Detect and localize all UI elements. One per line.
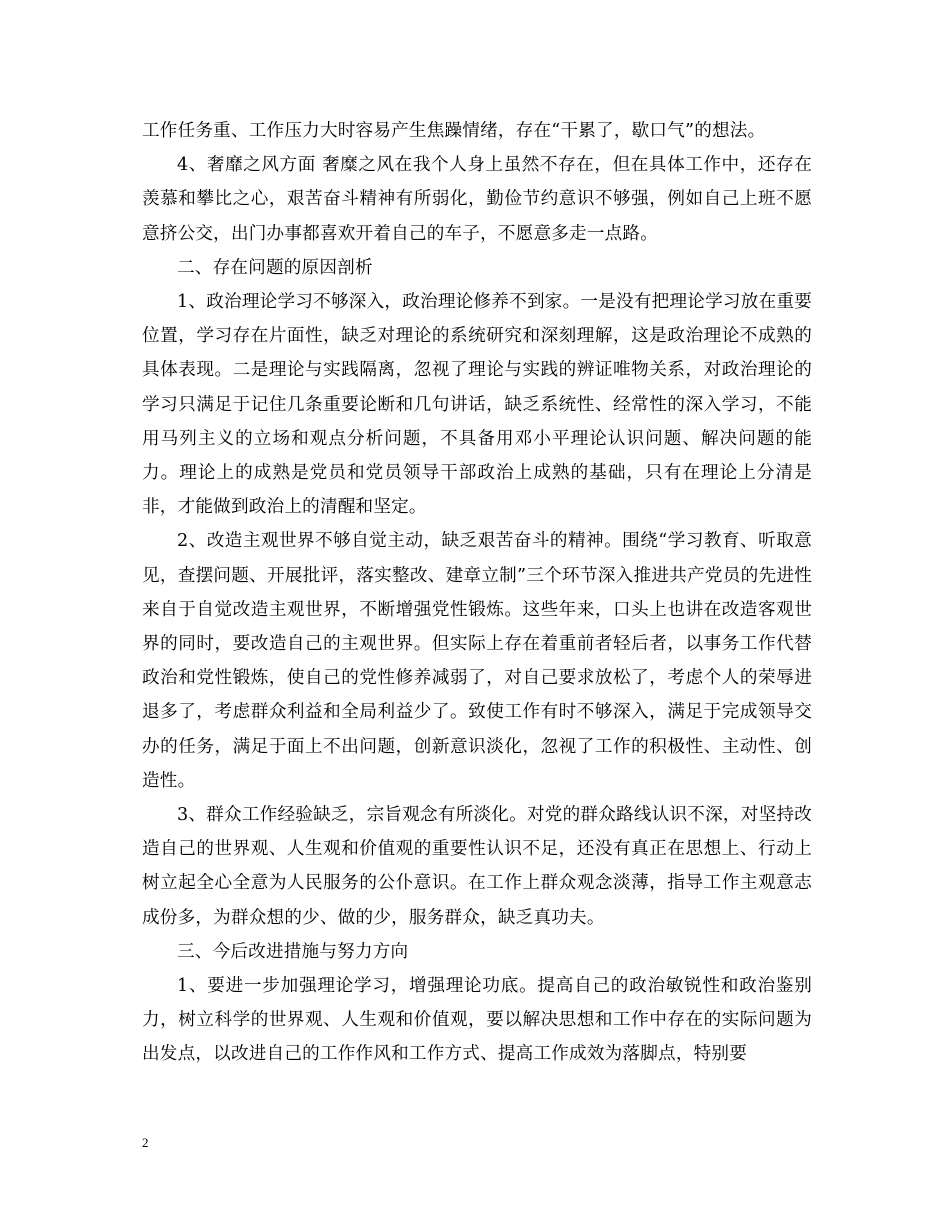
paragraph-subjective-world: 2、改造主观世界不够自觉主动，缺乏艰苦奋斗的精神。围绕“学习教育、听取意见，查摆问题、开展批评，落实整改、建章立制”三个环节深入推进共产党员的先进性来自于自觉改造主观世界，不断增强党性锻炼。这些年来，口头上也讲在改造客观世界的同时，要改造自己的主观世界。但实际上存在着重前者轻后者，以事务工作代替政治和党性锻炼，使自己的党性修养减弱了，对自己要求放松了，考虑个人的荣辱进退多了，考虑群众利益和全局利益少了。致使工作有时不够深入，满足于完成领导交办的任务，满足于面上不出问题，创新意识淡化，忽视了工作的积极性、主动性、创造性。 <box>142 531 812 791</box>
paragraph-strengthen-theory: 1、要进一步加强理论学习，增强理论功底。提高自己的政治敏锐性和政治鉴别力，树立科学的世界观、人生观和价值观，要以解决思想和工作中存在的实际问题为出发点，以改进自己的工作作风和工作方式、提高工作成效为落脚点，特别要 <box>142 976 812 1065</box>
paragraph-mass-work: 3、群众工作经验缺乏，宗旨观念有所淡化。对党的群众路线认识不深，对坚持改造自己的世界观、人生观和价值观的重要性认识不足，还没有真正在思想上、行动上树立起全心全意为人民服务的公仆意识。在工作上群众观念淡薄，指导工作主观意志成份多，为群众想的少、做的少，服务群众，缺乏真功夫。 <box>142 805 812 928</box>
section-heading-cause-analysis: 二、存在问题的原因剖析 <box>177 257 373 278</box>
paragraph-extravagance: 4、奢靡之风方面 奢糜之风在我个人身上虽然不存在，但在具体工作中，还存在羡慕和攀比之心，艰苦奋斗精神有所弱化，勤俭节约意识不够强，例如自己上班不愿意挤公交，出门办事都喜欢开着自己的车子，不愿意多走一点路。 <box>142 155 812 244</box>
document-body <box>142 114 812 1072</box>
paragraph-political-theory: 1、政治理论学习不够深入，政治理论修养不到家。一是没有把理论学习放在重要位置，学习存在片面性，缺乏对理论的系统研究和深刻理解，这是政治理论不成熟的具体表现。二是理论与实践隔离，忽视了理论与实践的辨证唯物关系，对政治理论的学习只满足于记住几条重要论断和几句讲话，缺乏系统性、经常性的深入学习，不能用马列主义的立场和观点分析问题，不具备用邓小平理论认识问题、解决问题的能力。理论上的成熟是党员和党员领导干部政治上成熟的基础，只有在理论上分清是非，才能做到政治上的清醒和坚定。 <box>142 292 812 518</box>
paragraph-continuation: 工作任务重、工作压力大时容易产生焦躁情绪，存在“干累了，歇口气”的想法。 <box>142 121 766 141</box>
section-heading-improvement-measures: 三、今后改进措施与努力方向 <box>177 941 409 962</box>
page-number: 2 <box>142 1135 149 1150</box>
